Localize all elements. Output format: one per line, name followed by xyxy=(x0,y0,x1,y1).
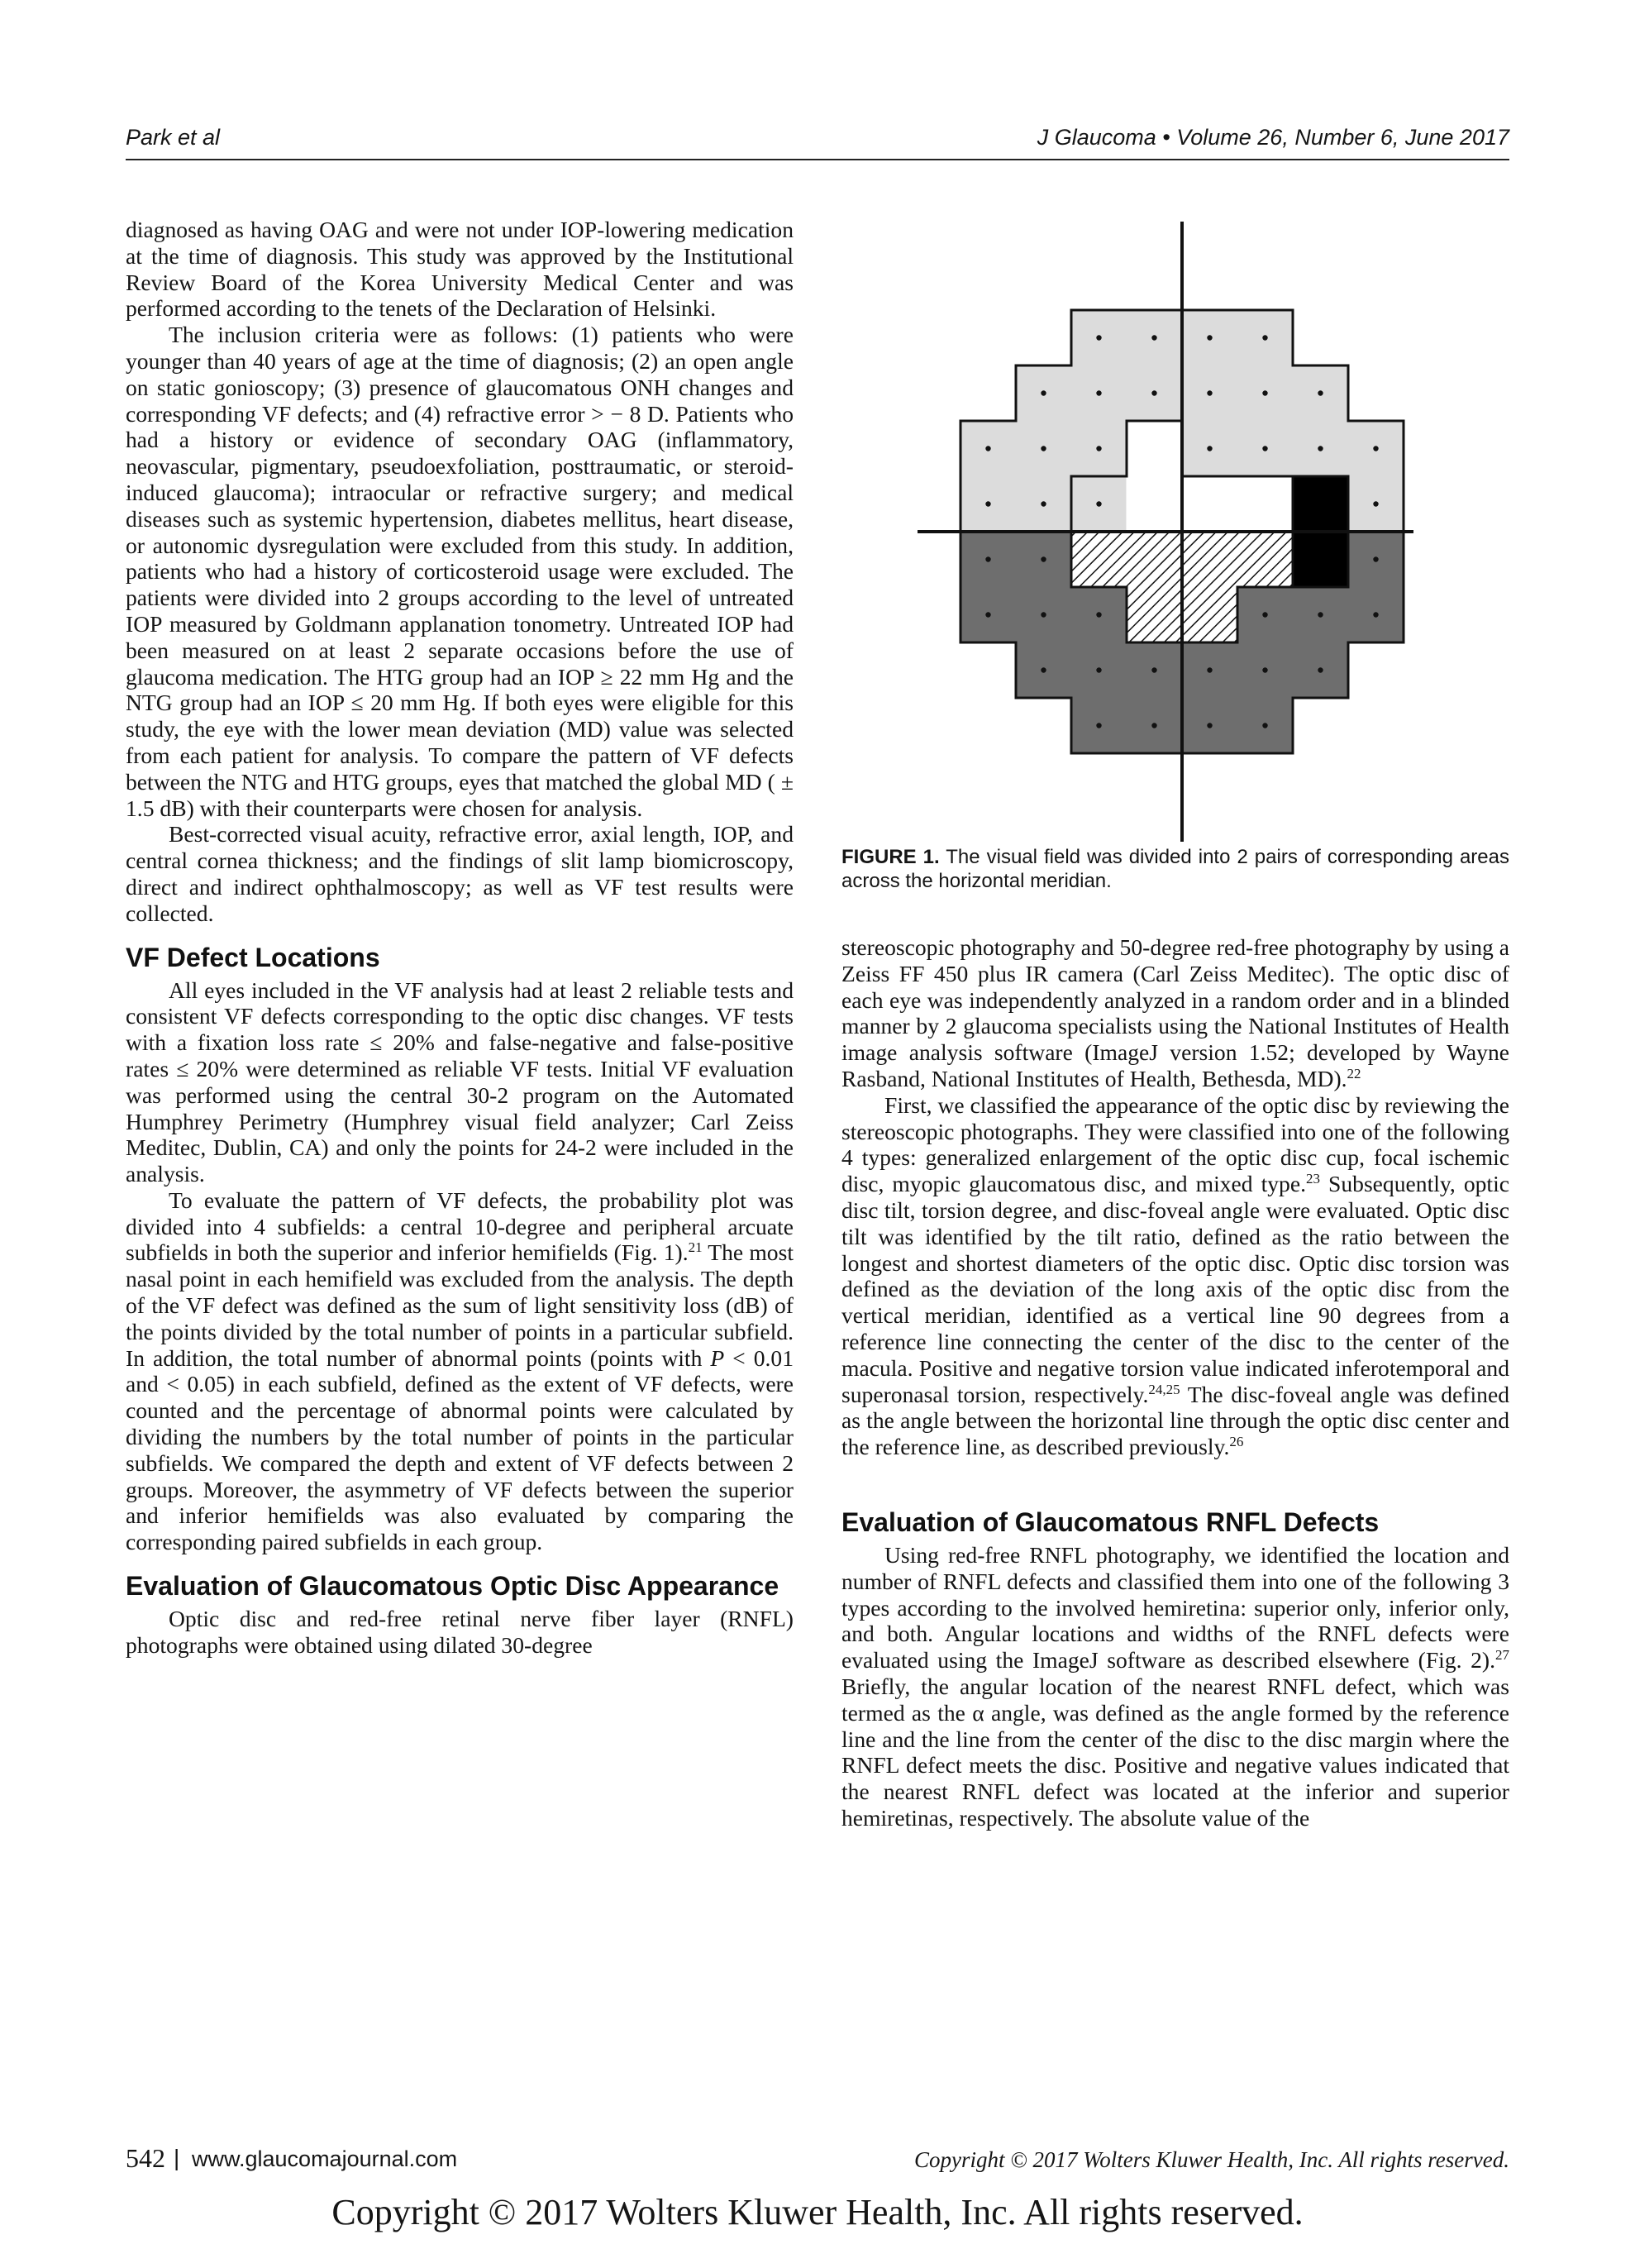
vf-test-point xyxy=(1318,446,1323,451)
vf-test-point xyxy=(1373,612,1378,617)
vf-test-point xyxy=(1262,612,1267,617)
running-head-authors: Park et al xyxy=(126,125,221,150)
vf-test-point xyxy=(1151,723,1156,728)
paragraph-vf-reliability: All eyes included in the VF analysis had at least 2 reliable tests and consistent VF defects corresponding to the optic disc changes. VF tests with a fixation loss rate ≤ 20% and false-negative and false-positive rates ≤ 20% were determined as reliable VF tests. Initial VF evaluation was performed using the central 30-2 program on the Automated Humphrey Perimetry (Humphrey visual field analyzer; Carl Zeiss Meditec, Dublin, CA) and only the points for 24-2 were included in the analysis. xyxy=(126,976,794,1187)
vf-test-point xyxy=(1207,390,1212,395)
section-heading-optic-disc-appearance: Evaluation of Glaucomatous Optic Disc Appearance xyxy=(126,1571,779,1602)
vf-test-cell xyxy=(1127,476,1182,532)
paragraph-optic-disc-classification xyxy=(841,1092,1509,1460)
text-span: Briefly, the angular location of the nearest RNFL defect, which was termed as the α angle, was defined as the angle formed by the reference line and the line from the center of the disc to the disc margin where the RNFL defect meets the disc. Positive and negative values indicated that the nearest RNFL defect was located at the inferior and superior hemiretinas, respectively. The absolute value of the xyxy=(841,1673,1509,1831)
vf-test-point xyxy=(1207,667,1212,672)
vf-test-point xyxy=(1318,667,1323,672)
vf-test-cell xyxy=(1293,532,1348,587)
text-span: First, we classified the appearance of the optic disc by reviewing the stereoscopic photographs. They were classified into one of the following 4 types: generalized enlargement of the optic disc cup, focal ischemic disc, myopic glaucomatous disc, and mixed type. xyxy=(841,1091,1509,1197)
copyright-banner: Copyright © 2017 Wolters Kluwer Health, Inc. All rights reserved. xyxy=(331,2192,1304,2232)
paragraph-examinations: Best-corrected visual acuity, refractive error, axial length, IOP, and central cornea thickness; and the findings of slit lamp biomicroscopy, direct and indirect ophthalmoscopy; as well as VF test results were collected. xyxy=(126,821,794,926)
section-heading-vf-defect-locations: VF Defect Locations xyxy=(126,942,380,972)
vf-test-point xyxy=(1207,446,1212,451)
text-span: Subsequently, optic disc tilt, torsion degree, and disc-foveal angle were evaluated. Optic disc tilt was identified by the tilt ratio, defined as the ratio between the longest and shortest diameters of the optic disc. Optic disc torsion was defined as the deviation of the long axis of the optic disc from the vertical meridian, identified as a vertical line 90 degrees from a reference line connecting the center of the disc to the center of the macula. Positive and negative torsion value indicated inferotemporal and superonasal torsion, respectively. xyxy=(841,1171,1509,1407)
vf-test-cell xyxy=(1293,476,1348,532)
vf-test-point xyxy=(1151,335,1156,340)
vf-test-point xyxy=(1207,335,1212,340)
vf-test-point xyxy=(1041,612,1046,617)
vf-test-cell xyxy=(1127,532,1182,587)
vf-test-cell xyxy=(1127,421,1182,476)
vf-test-point xyxy=(1041,446,1046,451)
vf-test-point xyxy=(1096,723,1101,728)
text-span: To evaluate the pattern of VF defects, the probability plot was divided into 4 subfields: a central 10-degree and peripheral arcuate subfields in both the superior and inferior hemifields (Fig. 1). xyxy=(126,1187,794,1266)
vf-test-point xyxy=(985,612,990,617)
paragraph-inclusion-criteria: The inclusion criteria were as follows: (1) patients who were younger than 40 years of age at the time of diagnosis; (2) an open angle on static gonioscopy; (3) presence of glaucomatous ONH changes and corresponding VF defects; and (4) refractive error > − 8 D. Patients who had a history or evidence of secondary OAG (inflammatory, neovascular, pigmentary, pseudoexfoliation, posttraumatic, or steroid-induced glaucoma); intraocular or refractive surgery; and medical diseases such as systemic hypertension, diabetes mellitus, heart disease, or autonomic dysregulation were excluded from this study. In addition, patients who had a history of corticosteroid usage were excluded. The patients were divided into 2 groups according to the level of untreated IOP measured by Goldmann applanation tonometry. Untreated IOP had been measured on at least 2 separate occasions before the use of glaucoma medication. The HTG group had an IOP ≥ 22 mm Hg and the NTG group had an IOP ≤ 20 mm Hg. If both eyes were eligible for this study, the eye with the lower mean deviation (MD) value was selected from each patient for analysis. To compare the pattern of VF defects between the NTG and HTG groups, eyes that matched the global MD ( ± 1.5 dB) with their counterparts were chosen for analysis. xyxy=(126,322,794,821)
figure-1-visual-field-diagram xyxy=(918,222,1413,842)
citation-superscript: 26 xyxy=(1229,1433,1244,1449)
vf-test-point xyxy=(1207,723,1212,728)
vf-test-cell xyxy=(1071,532,1127,587)
vf-test-point xyxy=(985,446,990,451)
header-rule xyxy=(126,159,1509,160)
paragraph-photography: Optic disc and red-free retinal nerve fiber layer (RNFL) photographs were obtained using dilated 30-degree xyxy=(126,1606,794,1658)
vf-test-cell xyxy=(1237,476,1293,532)
section-heading-rnfl-defects: Evaluation of Glaucomatous RNFL Defects xyxy=(841,1506,1380,1537)
paragraph-vf-subfields xyxy=(126,1187,794,1555)
vf-test-point xyxy=(1373,446,1378,451)
citation-superscript: 21 xyxy=(688,1239,703,1256)
text-span: stereoscopic photography and 50-degree red-free photography by using a Zeiss FF 450 plus IR camera (Carl Zeiss Meditec). The optic disc of each eye was independently analyzed in a random order and in a blinded manner by 2 glaucoma specialists using the National Institutes of Health image analysis software (ImageJ version 1.52; developed by Wayne Rasband, National Institutes of Health, Bethesda, MD). xyxy=(841,934,1509,1091)
page-footer xyxy=(126,2143,1509,2176)
figure-label: FIGURE 1. xyxy=(841,846,940,868)
footer-copyright: Copyright © 2017 Wolters Kluwer Health, Inc. All rights reserved. xyxy=(914,2147,1509,2172)
vf-test-cell xyxy=(1237,532,1293,587)
vf-test-point xyxy=(1041,556,1046,561)
citation-superscript: 22 xyxy=(1347,1065,1361,1081)
running-head xyxy=(126,120,1509,155)
italic-p-symbol: P xyxy=(710,1344,725,1371)
vf-test-point xyxy=(1096,612,1101,617)
vf-test-point xyxy=(1262,667,1267,672)
vf-test-point xyxy=(1373,556,1378,561)
vf-test-point xyxy=(1096,667,1101,672)
right-column xyxy=(841,934,1509,1831)
vf-test-point xyxy=(1096,446,1101,451)
citation-superscript: 23 xyxy=(1306,1170,1320,1187)
citation-superscript: 27 xyxy=(1495,1646,1509,1663)
vf-test-point xyxy=(1373,501,1378,506)
vf-test-point xyxy=(1318,612,1323,617)
vf-test-point xyxy=(985,501,990,506)
paragraph-photography-continued xyxy=(841,934,1509,1092)
vf-test-point xyxy=(985,556,990,561)
journal-url: www.glaucomajournal.com xyxy=(192,2146,458,2171)
left-column xyxy=(126,217,794,1659)
text-span: < 0.01 and < 0.05) in each subfield, defined as the extent of VF defects, were counted and the percentage of abnormal points were calculated by dividing the numbers by the total number of points in the particular subfields. We compared the depth and extent of VF defects between 2 groups. Moreover, the asymmetry of VF defects between the superior and inferior hemifields was also evaluated by comparing the corresponding paired subfields in each group. xyxy=(126,1344,794,1555)
page-number: 542 xyxy=(126,2143,165,2173)
vf-test-point xyxy=(1096,390,1101,395)
vf-test-point xyxy=(1262,723,1267,728)
vf-test-point xyxy=(1151,390,1156,395)
vf-test-point xyxy=(1096,335,1101,340)
vf-test-cell xyxy=(1127,587,1182,642)
vf-test-point xyxy=(1151,667,1156,672)
paragraph-ethics: diagnosed as having OAG and were not under IOP-lowering medication at the time of diagnosis. This study was approved by the Institutional Review Board of the Korea University Medical Center and was performed according to the tenets of the Declaration of Helsinki. xyxy=(126,217,794,322)
text-span: The disc-foveal angle was defined as the angle between the horizontal line through the optic disc center and the reference line, as described previously. xyxy=(841,1381,1509,1460)
vf-test-point xyxy=(1262,390,1267,395)
vf-test-point xyxy=(1096,501,1101,506)
vf-test-point xyxy=(1262,335,1267,340)
vf-test-cell xyxy=(1182,532,1237,587)
vf-test-point xyxy=(1041,501,1046,506)
vf-test-point xyxy=(1318,390,1323,395)
text-span: The most nasal point in each hemifield was excluded from the analysis. The depth of the VF defect was defined as the sum of light sensitivity loss (dB) of the points divided by the total number of points in a particular subfield. In addition, the total number of abnormal points (points with xyxy=(126,1239,794,1371)
paragraph-rnfl-evaluation xyxy=(841,1542,1509,1831)
vf-test-point xyxy=(1041,667,1046,672)
visual-field-svg xyxy=(918,222,1413,842)
figure-caption-text: The visual field was divided into 2 pairs of corresponding areas across the horizontal meridian. xyxy=(841,846,1509,892)
running-head-journal: J Glaucoma • Volume 26, Number 6, June 2017 xyxy=(1037,125,1509,150)
vf-test-point xyxy=(1041,390,1046,395)
citation-superscript: 24,25 xyxy=(1148,1381,1180,1397)
figure-1-caption xyxy=(841,845,1509,893)
vf-test-point xyxy=(1262,446,1267,451)
text-span: Using red-free RNFL photography, we identified the location and number of RNFL defects and classified them into one of the following 3 types according to the involved hemiretina: superior only, inferior only, and both. Angular locations and widths of the RNFL defects were evaluated using the ImageJ software as described elsewhere (Fig. 2). xyxy=(841,1541,1509,1674)
vf-test-cell xyxy=(1182,476,1237,532)
footer-separator: | xyxy=(174,2145,180,2170)
vf-test-cell xyxy=(1182,587,1237,642)
